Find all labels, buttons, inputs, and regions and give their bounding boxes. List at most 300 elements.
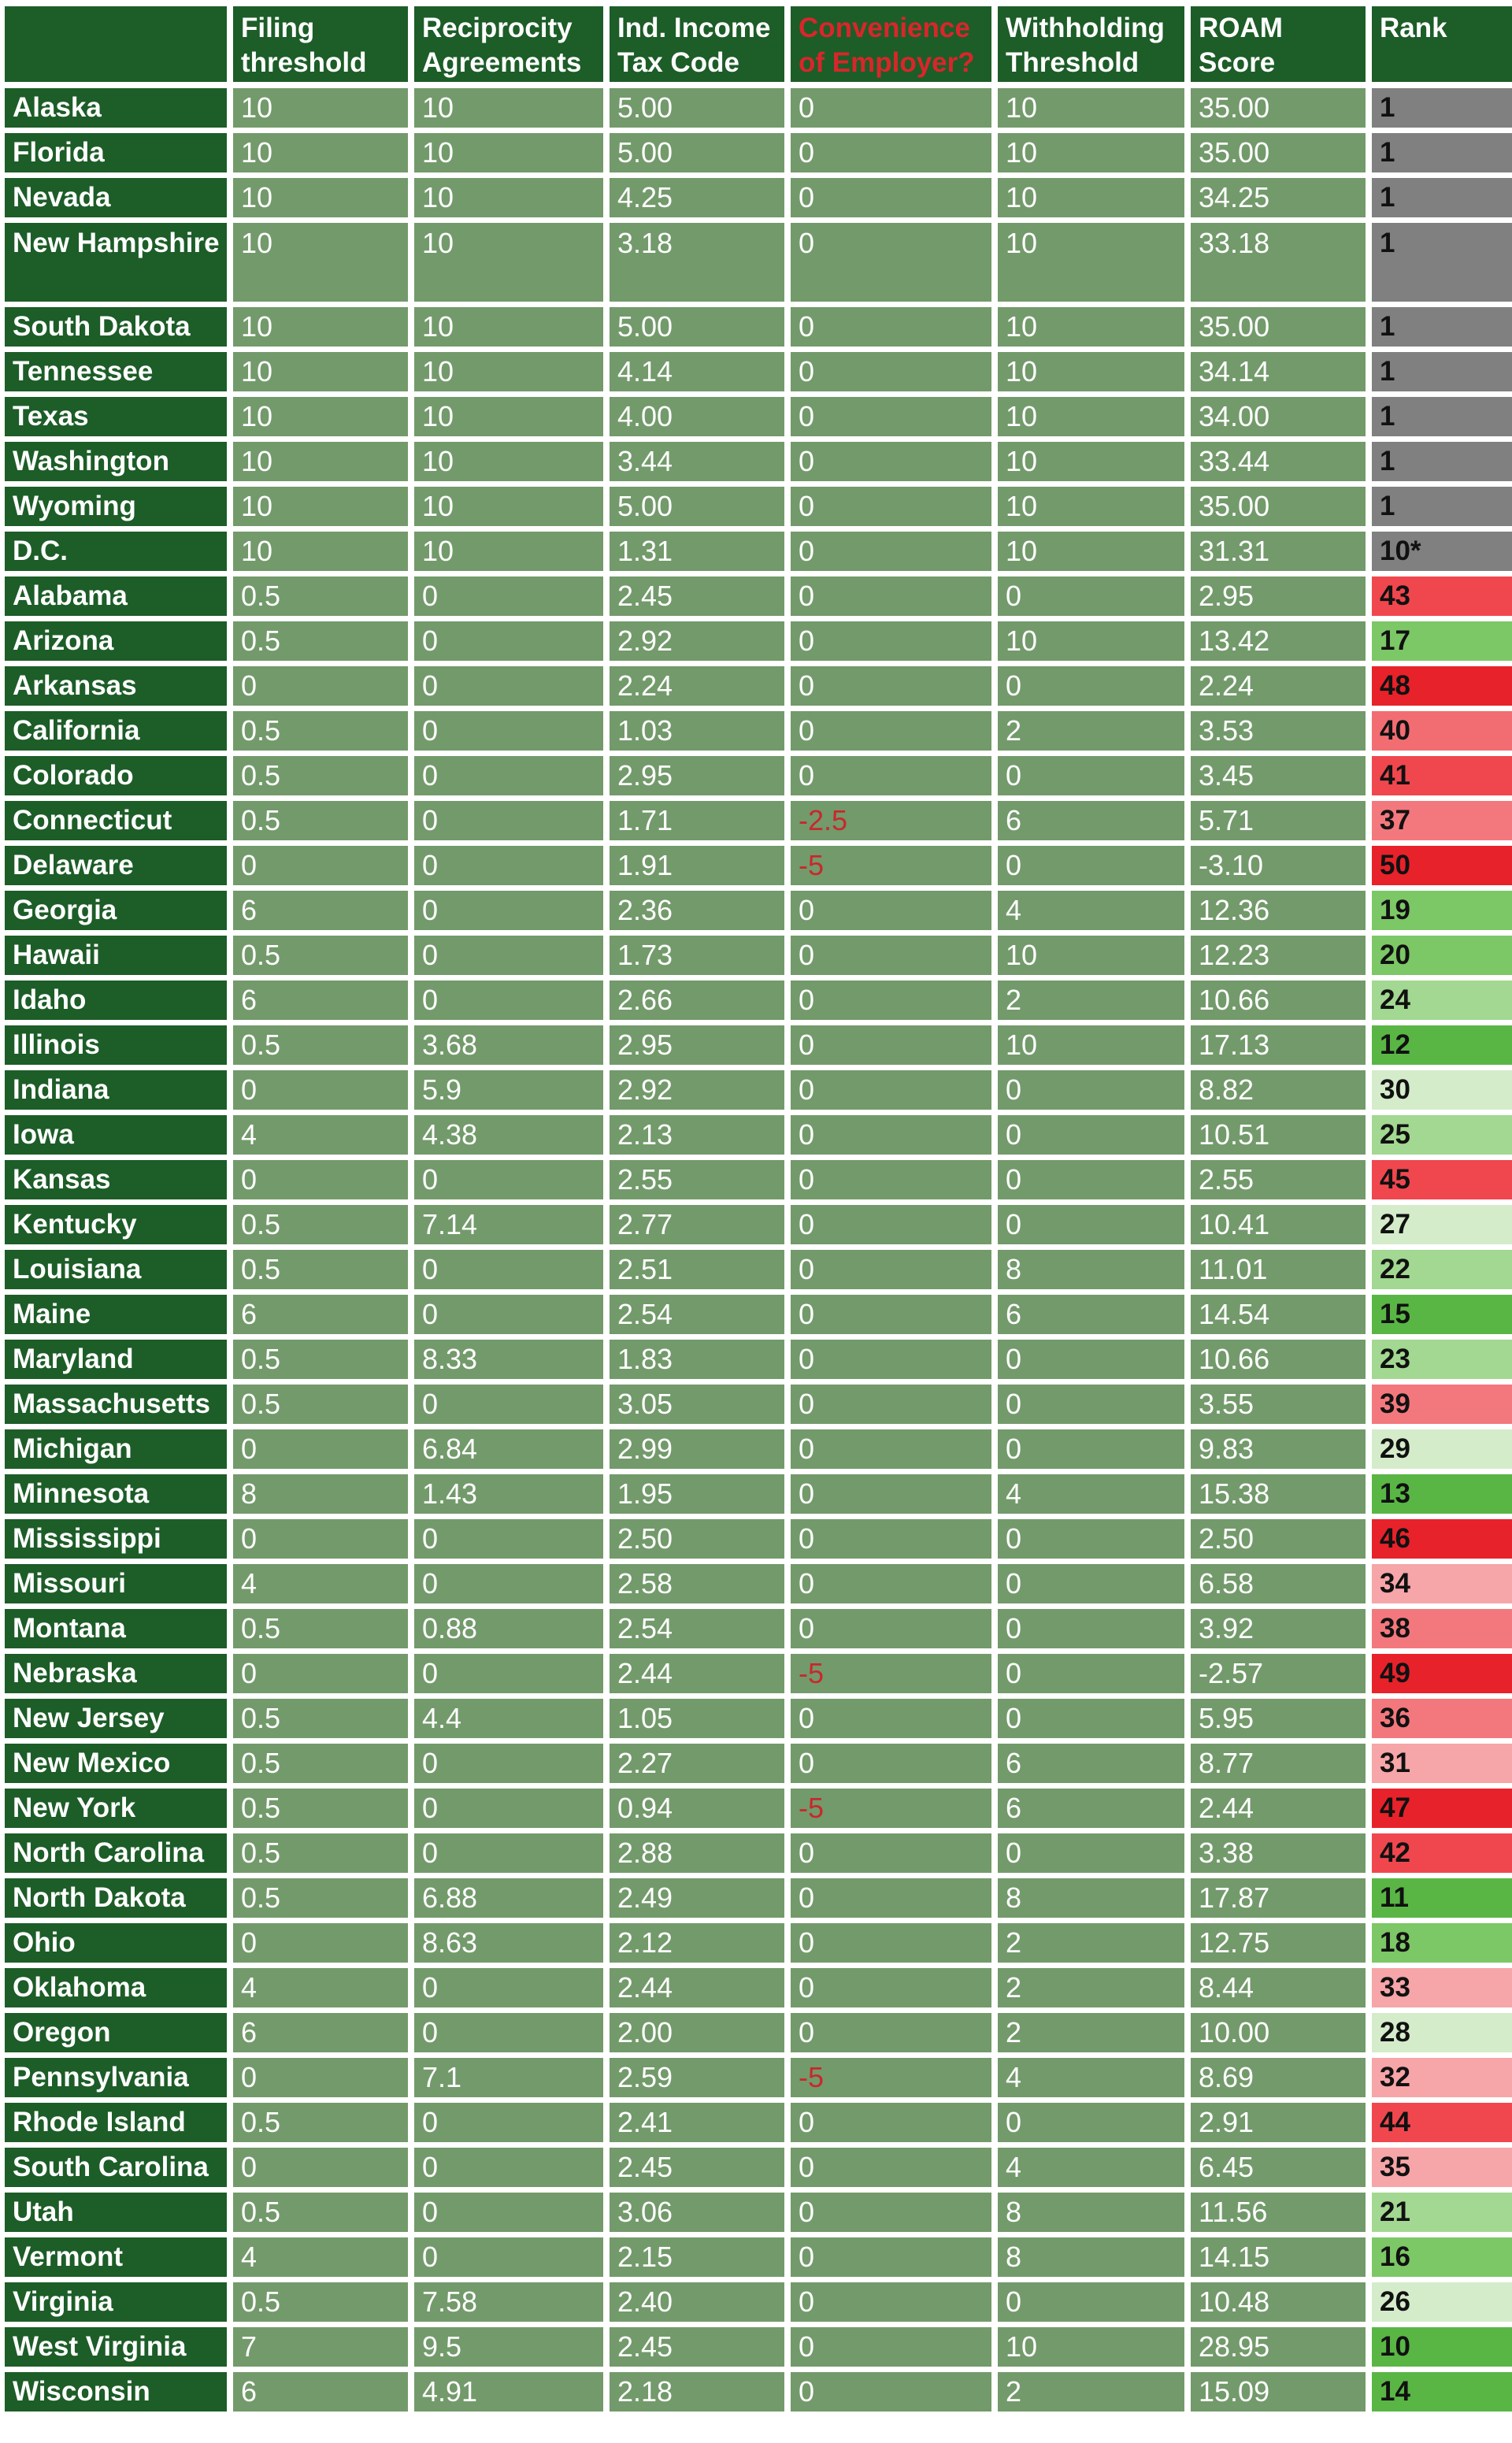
- withholding-threshold-cell: 8: [998, 2237, 1184, 2277]
- state-name: Ohio: [5, 1923, 227, 1963]
- state-name: Vermont: [5, 2237, 227, 2277]
- rank-cell: 1: [1372, 223, 1512, 302]
- convenience-of-employer-cell: 0: [791, 2327, 991, 2367]
- rank-cell: 38: [1372, 1609, 1512, 1648]
- roam-score-cell: 3.55: [1191, 1385, 1366, 1424]
- income-tax-code-cell: 2.13: [610, 1115, 784, 1155]
- withholding-threshold-cell: 0: [998, 1609, 1184, 1648]
- rank-cell: 27: [1372, 1205, 1512, 1244]
- reciprocity-agreements-cell: 0: [414, 1250, 603, 1289]
- state-name: Iowa: [5, 1115, 227, 1155]
- state-name: South Dakota: [5, 307, 227, 347]
- rank-cell: 47: [1372, 1789, 1512, 1828]
- filing-threshold-cell: 0.5: [233, 1385, 408, 1424]
- withholding-threshold-cell: 6: [998, 1789, 1184, 1828]
- rank-cell: 30: [1372, 1070, 1512, 1110]
- filing-threshold-cell: 0.5: [233, 2103, 408, 2142]
- filing-threshold-cell: 6: [233, 891, 408, 930]
- income-tax-code-cell: 2.50: [610, 1519, 784, 1559]
- state-name: Massachusetts: [5, 1385, 227, 1424]
- roam-score-cell: 3.53: [1191, 711, 1366, 751]
- convenience-of-employer-cell: 0: [791, 2282, 991, 2322]
- withholding-threshold-cell: 10: [998, 307, 1184, 347]
- filing-threshold-cell: 0: [233, 1070, 408, 1110]
- state-name: Missouri: [5, 1564, 227, 1603]
- reciprocity-agreements-cell: 0: [414, 1160, 603, 1199]
- convenience-of-employer-cell: 0: [791, 442, 991, 481]
- state-name: Nevada: [5, 178, 227, 217]
- filing-threshold-cell: 0.5: [233, 1789, 408, 1828]
- reciprocity-agreements-cell: 0: [414, 801, 603, 840]
- roam-score-cell: 15.38: [1191, 1474, 1366, 1514]
- rank-cell: 39: [1372, 1385, 1512, 1424]
- income-tax-code-cell: 2.36: [610, 891, 784, 930]
- convenience-of-employer-cell: 0: [791, 1115, 991, 1155]
- reciprocity-agreements-cell: 0: [414, 576, 603, 616]
- state-name: Delaware: [5, 846, 227, 885]
- roam-score-cell: 11.01: [1191, 1250, 1366, 1289]
- filing-threshold-cell: 4: [233, 1968, 408, 2007]
- roam-score-cell: 34.00: [1191, 397, 1366, 436]
- income-tax-code-cell: 1.71: [610, 801, 784, 840]
- convenience-of-employer-cell: 0: [791, 1250, 991, 1289]
- convenience-of-employer-cell: 0: [791, 1564, 991, 1603]
- state-name: Connecticut: [5, 801, 227, 840]
- withholding-threshold-cell: 0: [998, 1699, 1184, 1738]
- convenience-of-employer-cell: 0: [791, 2372, 991, 2411]
- convenience-of-employer-cell: 0: [791, 1340, 991, 1379]
- state-name: Colorado: [5, 756, 227, 795]
- reciprocity-agreements-cell: 1.43: [414, 1474, 603, 1514]
- convenience-of-employer-cell: 0: [791, 1968, 991, 2007]
- income-tax-code-cell: 2.27: [610, 1744, 784, 1783]
- filing-threshold-cell: 0.5: [233, 1340, 408, 1379]
- reciprocity-agreements-cell: 0: [414, 1654, 603, 1693]
- rank-cell: 1: [1372, 133, 1512, 172]
- reciprocity-agreements-cell: 10: [414, 352, 603, 391]
- income-tax-code-cell: 2.92: [610, 621, 784, 661]
- state-name: Mississippi: [5, 1519, 227, 1559]
- state-name: D.C.: [5, 532, 227, 571]
- roam-score-cell: 11.56: [1191, 2193, 1366, 2232]
- reciprocity-agreements-cell: 9.5: [414, 2327, 603, 2367]
- withholding-threshold-cell: 4: [998, 2148, 1184, 2187]
- income-tax-code-cell: 3.44: [610, 442, 784, 481]
- withholding-threshold-cell: 0: [998, 666, 1184, 706]
- filing-threshold-cell: 0: [233, 1519, 408, 1559]
- withholding-threshold-cell: 0: [998, 2103, 1184, 2142]
- income-tax-code-cell: 5.00: [610, 88, 784, 128]
- roam-score-cell: 35.00: [1191, 487, 1366, 526]
- convenience-of-employer-cell: 0: [791, 621, 991, 661]
- header-roam-score: ROAM Score: [1191, 6, 1366, 82]
- rank-cell: 46: [1372, 1519, 1512, 1559]
- filing-threshold-cell: 4: [233, 1115, 408, 1155]
- rank-cell: 1: [1372, 442, 1512, 481]
- state-name: Pennsylvania: [5, 2058, 227, 2097]
- withholding-threshold-cell: 0: [998, 756, 1184, 795]
- income-tax-code-cell: 5.00: [610, 133, 784, 172]
- withholding-threshold-cell: 0: [998, 1385, 1184, 1424]
- filing-threshold-cell: 0.5: [233, 1878, 408, 1918]
- convenience-of-employer-cell: 0: [791, 1923, 991, 1963]
- withholding-threshold-cell: 0: [998, 1340, 1184, 1379]
- filing-threshold-cell: 10: [233, 88, 408, 128]
- roam-score-cell: 10.41: [1191, 1205, 1366, 1244]
- convenience-of-employer-cell: 0: [791, 307, 991, 347]
- rank-cell: 23: [1372, 1340, 1512, 1379]
- convenience-of-employer-cell: 0: [791, 981, 991, 1020]
- withholding-threshold-cell: 4: [998, 891, 1184, 930]
- reciprocity-agreements-cell: 0: [414, 621, 603, 661]
- rank-cell: 49: [1372, 1654, 1512, 1693]
- reciprocity-agreements-cell: 10: [414, 487, 603, 526]
- income-tax-code-cell: 1.03: [610, 711, 784, 751]
- state-name: Alaska: [5, 88, 227, 128]
- header-withholding-threshold: Withholding Threshold: [998, 6, 1184, 82]
- convenience-of-employer-cell: 0: [791, 1609, 991, 1648]
- roam-score-cell: 8.44: [1191, 1968, 1366, 2007]
- state-name: Arkansas: [5, 666, 227, 706]
- filing-threshold-cell: 0.5: [233, 801, 408, 840]
- convenience-of-employer-cell: 0: [791, 711, 991, 751]
- convenience-of-employer-cell: 0: [791, 1160, 991, 1199]
- rank-cell: 26: [1372, 2282, 1512, 2322]
- convenience-of-employer-cell: 0: [791, 2193, 991, 2232]
- convenience-of-employer-cell: 0: [791, 532, 991, 571]
- state-name: Tennessee: [5, 352, 227, 391]
- state-name: Hawaii: [5, 936, 227, 975]
- roam-score-cell: 31.31: [1191, 532, 1366, 571]
- income-tax-code-cell: 2.59: [610, 2058, 784, 2097]
- withholding-threshold-cell: 10: [998, 936, 1184, 975]
- rank-cell: 1: [1372, 352, 1512, 391]
- roam-score-cell: 5.95: [1191, 1699, 1366, 1738]
- convenience-of-employer-cell: 0: [791, 1070, 991, 1110]
- convenience-of-employer-cell: 0: [791, 576, 991, 616]
- filing-threshold-cell: 10: [233, 442, 408, 481]
- rank-cell: 32: [1372, 2058, 1512, 2097]
- state-name: Minnesota: [5, 1474, 227, 1514]
- convenience-of-employer-cell: 0: [791, 756, 991, 795]
- roam-score-cell: 33.44: [1191, 442, 1366, 481]
- roam-score-cell: 10.51: [1191, 1115, 1366, 1155]
- state-name: Rhode Island: [5, 2103, 227, 2142]
- withholding-threshold-cell: 4: [998, 1474, 1184, 1514]
- roam-score-cell: 12.36: [1191, 891, 1366, 930]
- reciprocity-agreements-cell: 0: [414, 981, 603, 1020]
- filing-threshold-cell: 0.5: [233, 1250, 408, 1289]
- filing-threshold-cell: 6: [233, 2013, 408, 2052]
- withholding-threshold-cell: 10: [998, 397, 1184, 436]
- withholding-threshold-cell: 0: [998, 2282, 1184, 2322]
- income-tax-code-cell: 5.00: [610, 487, 784, 526]
- roam-score-cell: 2.50: [1191, 1519, 1366, 1559]
- rank-cell: 35: [1372, 2148, 1512, 2187]
- rank-cell: 41: [1372, 756, 1512, 795]
- roam-score-cell: 10.66: [1191, 1340, 1366, 1379]
- convenience-of-employer-cell: 0: [791, 2103, 991, 2142]
- convenience-of-employer-cell: 0: [791, 397, 991, 436]
- income-tax-code-cell: 4.25: [610, 178, 784, 217]
- filing-threshold-cell: 0: [233, 666, 408, 706]
- rank-cell: 11: [1372, 1878, 1512, 1918]
- reciprocity-agreements-cell: 0: [414, 1833, 603, 1873]
- convenience-of-employer-cell: -2.5: [791, 801, 991, 840]
- roam-score-cell: 17.87: [1191, 1878, 1366, 1918]
- filing-threshold-cell: 0: [233, 1160, 408, 1199]
- state-name: Florida: [5, 133, 227, 172]
- income-tax-code-cell: 2.54: [610, 1609, 784, 1648]
- convenience-of-employer-cell: 0: [791, 1699, 991, 1738]
- withholding-threshold-cell: 0: [998, 1205, 1184, 1244]
- roam-score-cell: 3.92: [1191, 1609, 1366, 1648]
- rank-cell: 28: [1372, 2013, 1512, 2052]
- rank-cell: 45: [1372, 1160, 1512, 1199]
- withholding-threshold-cell: 0: [998, 1564, 1184, 1603]
- state-name: Illinois: [5, 1025, 227, 1065]
- withholding-threshold-cell: 0: [998, 846, 1184, 885]
- rank-cell: 14: [1372, 2372, 1512, 2411]
- withholding-threshold-cell: 10: [998, 178, 1184, 217]
- reciprocity-agreements-cell: 0: [414, 666, 603, 706]
- income-tax-code-cell: 2.12: [610, 1923, 784, 1963]
- income-tax-code-cell: 2.77: [610, 1205, 784, 1244]
- header-rank: Rank: [1372, 6, 1512, 82]
- reciprocity-agreements-cell: 10: [414, 397, 603, 436]
- reciprocity-agreements-cell: 0: [414, 2103, 603, 2142]
- reciprocity-agreements-cell: 0: [414, 1564, 603, 1603]
- rank-cell: 16: [1372, 2237, 1512, 2277]
- roam-score-cell: 6.58: [1191, 1564, 1366, 1603]
- income-tax-code-cell: 2.41: [610, 2103, 784, 2142]
- income-tax-code-cell: 1.95: [610, 1474, 784, 1514]
- withholding-threshold-cell: 0: [998, 1070, 1184, 1110]
- state-name: Nebraska: [5, 1654, 227, 1693]
- convenience-of-employer-cell: 0: [791, 936, 991, 975]
- income-tax-code-cell: 2.18: [610, 2372, 784, 2411]
- convenience-of-employer-cell: 0: [791, 1025, 991, 1065]
- state-name: Maine: [5, 1295, 227, 1334]
- roam-score-cell: 8.69: [1191, 2058, 1366, 2097]
- roam-score-cell: 15.09: [1191, 2372, 1366, 2411]
- convenience-of-employer-cell: 0: [791, 1205, 991, 1244]
- state-name: North Carolina: [5, 1833, 227, 1873]
- income-tax-code-cell: 2.45: [610, 576, 784, 616]
- reciprocity-agreements-cell: 0: [414, 2193, 603, 2232]
- state-name: New Hampshire: [5, 223, 227, 302]
- withholding-threshold-cell: 10: [998, 487, 1184, 526]
- income-tax-code-cell: 2.95: [610, 1025, 784, 1065]
- reciprocity-agreements-cell: 8.63: [414, 1923, 603, 1963]
- convenience-of-employer-cell: 0: [791, 1744, 991, 1783]
- reciprocity-agreements-cell: 0: [414, 891, 603, 930]
- convenience-of-employer-cell: 0: [791, 1833, 991, 1873]
- withholding-threshold-cell: 0: [998, 1519, 1184, 1559]
- rank-cell: 37: [1372, 801, 1512, 840]
- rank-cell: 48: [1372, 666, 1512, 706]
- rank-cell: 1: [1372, 397, 1512, 436]
- filing-threshold-cell: 0.5: [233, 1833, 408, 1873]
- convenience-of-employer-cell: -5: [791, 1789, 991, 1828]
- income-tax-code-cell: 2.51: [610, 1250, 784, 1289]
- reciprocity-agreements-cell: 0: [414, 1295, 603, 1334]
- reciprocity-agreements-cell: 0: [414, 1385, 603, 1424]
- roam-score-cell: 34.14: [1191, 352, 1366, 391]
- rank-cell: 1: [1372, 88, 1512, 128]
- roam-score-cell: 2.95: [1191, 576, 1366, 616]
- filing-threshold-cell: 0.5: [233, 2193, 408, 2232]
- state-name: Virginia: [5, 2282, 227, 2322]
- filing-threshold-cell: 6: [233, 2372, 408, 2411]
- roam-score-cell: 3.45: [1191, 756, 1366, 795]
- filing-threshold-cell: 0: [233, 1654, 408, 1693]
- state-name: Kansas: [5, 1160, 227, 1199]
- withholding-threshold-cell: 10: [998, 352, 1184, 391]
- filing-threshold-cell: 4: [233, 2237, 408, 2277]
- filing-threshold-cell: 6: [233, 981, 408, 1020]
- reciprocity-agreements-cell: 10: [414, 223, 603, 302]
- convenience-of-employer-cell: 0: [791, 88, 991, 128]
- income-tax-code-cell: 2.00: [610, 2013, 784, 2052]
- withholding-threshold-cell: 2: [998, 2013, 1184, 2052]
- reciprocity-agreements-cell: 0: [414, 711, 603, 751]
- convenience-of-employer-cell: 0: [791, 487, 991, 526]
- header-reciprocity-agreements: Reciprocity Agreements: [414, 6, 603, 82]
- income-tax-code-cell: 2.44: [610, 1968, 784, 2007]
- withholding-threshold-cell: 10: [998, 2327, 1184, 2367]
- rank-cell: 50: [1372, 846, 1512, 885]
- filing-threshold-cell: 0: [233, 2058, 408, 2097]
- rank-cell: 44: [1372, 2103, 1512, 2142]
- income-tax-code-cell: 1.31: [610, 532, 784, 571]
- filing-threshold-cell: 0.5: [233, 1205, 408, 1244]
- rank-cell: 19: [1372, 891, 1512, 930]
- withholding-threshold-cell: 2: [998, 981, 1184, 1020]
- withholding-threshold-cell: 8: [998, 1250, 1184, 1289]
- filing-threshold-cell: 0: [233, 1429, 408, 1469]
- convenience-of-employer-cell: 0: [791, 178, 991, 217]
- income-tax-code-cell: 0.94: [610, 1789, 784, 1828]
- rank-cell: 31: [1372, 1744, 1512, 1783]
- rank-cell: 1: [1372, 487, 1512, 526]
- filing-threshold-cell: 0: [233, 1923, 408, 1963]
- roam-score-cell: 13.42: [1191, 621, 1366, 661]
- filing-threshold-cell: 0: [233, 846, 408, 885]
- income-tax-code-cell: 2.40: [610, 2282, 784, 2322]
- income-tax-code-cell: 1.05: [610, 1699, 784, 1738]
- filing-threshold-cell: 6: [233, 1295, 408, 1334]
- withholding-threshold-cell: 10: [998, 532, 1184, 571]
- income-tax-code-cell: 2.55: [610, 1160, 784, 1199]
- filing-threshold-cell: 0.5: [233, 1744, 408, 1783]
- income-tax-code-cell: 2.95: [610, 756, 784, 795]
- roam-score-cell: 35.00: [1191, 88, 1366, 128]
- roam-score-table: [5, 6, 1512, 2417]
- roam-score-cell: 8.82: [1191, 1070, 1366, 1110]
- reciprocity-agreements-cell: 7.14: [414, 1205, 603, 1244]
- withholding-threshold-cell: 0: [998, 1160, 1184, 1199]
- income-tax-code-cell: 5.00: [610, 307, 784, 347]
- header-filing-threshold: Filing threshold: [233, 6, 408, 82]
- roam-score-cell: 6.45: [1191, 2148, 1366, 2187]
- rank-cell: 24: [1372, 981, 1512, 1020]
- income-tax-code-cell: 2.66: [610, 981, 784, 1020]
- withholding-threshold-cell: 6: [998, 1295, 1184, 1334]
- income-tax-code-cell: 2.15: [610, 2237, 784, 2277]
- state-name: Georgia: [5, 891, 227, 930]
- reciprocity-agreements-cell: 0: [414, 756, 603, 795]
- filing-threshold-cell: 10: [233, 487, 408, 526]
- convenience-of-employer-cell: 0: [791, 352, 991, 391]
- state-name: Maryland: [5, 1340, 227, 1379]
- income-tax-code-cell: 2.54: [610, 1295, 784, 1334]
- rank-cell: 43: [1372, 576, 1512, 616]
- income-tax-code-cell: 3.06: [610, 2193, 784, 2232]
- filing-threshold-cell: 10: [233, 352, 408, 391]
- reciprocity-agreements-cell: 7.1: [414, 2058, 603, 2097]
- roam-score-cell: 5.71: [1191, 801, 1366, 840]
- rank-cell: 33: [1372, 1968, 1512, 2007]
- withholding-threshold-cell: 2: [998, 2372, 1184, 2411]
- reciprocity-agreements-cell: 7.58: [414, 2282, 603, 2322]
- convenience-of-employer-cell: 0: [791, 1429, 991, 1469]
- reciprocity-agreements-cell: 4.38: [414, 1115, 603, 1155]
- reciprocity-agreements-cell: 0: [414, 846, 603, 885]
- withholding-threshold-cell: 6: [998, 1744, 1184, 1783]
- reciprocity-agreements-cell: 0: [414, 936, 603, 975]
- roam-score-cell: 2.44: [1191, 1789, 1366, 1828]
- filing-threshold-cell: 0.5: [233, 621, 408, 661]
- state-name: Wyoming: [5, 487, 227, 526]
- income-tax-code-cell: 2.58: [610, 1564, 784, 1603]
- rank-cell: 12: [1372, 1025, 1512, 1065]
- reciprocity-agreements-cell: 0: [414, 1744, 603, 1783]
- roam-score-cell: 10.66: [1191, 981, 1366, 1020]
- reciprocity-agreements-cell: 10: [414, 88, 603, 128]
- header-state: [5, 6, 227, 82]
- rank-cell: 1: [1372, 307, 1512, 347]
- income-tax-code-cell: 3.05: [610, 1385, 784, 1424]
- roam-score-cell: 10.00: [1191, 2013, 1366, 2052]
- reciprocity-agreements-cell: 6.88: [414, 1878, 603, 1918]
- filing-threshold-cell: 10: [233, 532, 408, 571]
- convenience-of-employer-cell: 0: [791, 223, 991, 302]
- rank-cell: 29: [1372, 1429, 1512, 1469]
- reciprocity-agreements-cell: 10: [414, 307, 603, 347]
- filing-threshold-cell: 0.5: [233, 1025, 408, 1065]
- state-name: Kentucky: [5, 1205, 227, 1244]
- convenience-of-employer-cell: 0: [791, 2013, 991, 2052]
- filing-threshold-cell: 7: [233, 2327, 408, 2367]
- rank-cell: 42: [1372, 1833, 1512, 1873]
- state-name: Montana: [5, 1609, 227, 1648]
- rank-cell: 40: [1372, 711, 1512, 751]
- rank-cell: 10*: [1372, 532, 1512, 571]
- convenience-of-employer-cell: 0: [791, 1519, 991, 1559]
- rank-cell: 36: [1372, 1699, 1512, 1738]
- state-name: West Virginia: [5, 2327, 227, 2367]
- withholding-threshold-cell: 10: [998, 621, 1184, 661]
- withholding-threshold-cell: 8: [998, 2193, 1184, 2232]
- reciprocity-agreements-cell: 10: [414, 178, 603, 217]
- convenience-of-employer-cell: 0: [791, 1385, 991, 1424]
- reciprocity-agreements-cell: 0: [414, 1968, 603, 2007]
- filing-threshold-cell: 10: [233, 223, 408, 302]
- convenience-of-employer-cell: 0: [791, 891, 991, 930]
- convenience-of-employer-cell: 0: [791, 133, 991, 172]
- roam-score-cell: 28.95: [1191, 2327, 1366, 2367]
